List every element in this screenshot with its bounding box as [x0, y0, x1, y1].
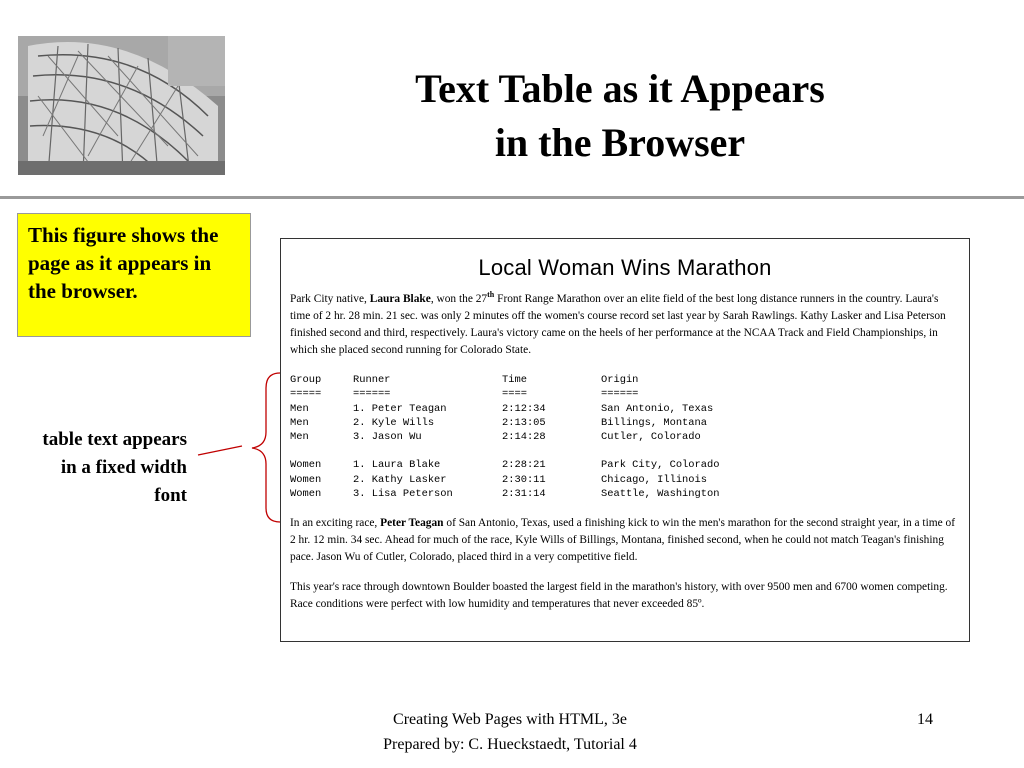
cell-time: 2:13:05 [502, 416, 546, 429]
cell-runner: 3. Lisa Peterson [353, 488, 453, 501]
logo-image [18, 36, 225, 175]
table-row [290, 430, 969, 444]
cell-runner: 2. Kathy Lasker [353, 473, 447, 486]
spacer [281, 501, 969, 515]
cell-origin: Seattle, Washington [601, 488, 720, 501]
table-blank-row [290, 444, 969, 458]
table-row [290, 473, 969, 487]
para1-text-d: Front Range Marathon over an elite field of the best long distance runners in the country. Laura's time of 2 hr. 28 min. 21 sec. was only 2 minutes off the women's course record set last year by Sarah Rawlings. Kathy Lasker and Lisa Peterson finished second and third, respectively. Laura's victory came on the heels of her performance at the NCAA Track and Field Championships, in which she placed second running for Colorado State. [290, 293, 946, 356]
callout-box [17, 213, 251, 337]
article-paragraph-3: This year's race through downtown Boulder boasted the largest field in the marathon's history, with over 9500 men and 6700 women competing. Race conditions were perfect with low humidity and temperatures that never exceeded 85º. [290, 581, 948, 611]
para1-sup: th [487, 290, 495, 300]
cell-time: 2:30:11 [502, 473, 546, 486]
table-row [290, 458, 969, 472]
underline-origin: ====== [601, 388, 639, 401]
table-underline-row [290, 387, 969, 401]
title-divider [0, 196, 1024, 199]
underline-group: ===== [290, 388, 322, 401]
cell-group: Women [290, 488, 322, 501]
cell-group: Women [290, 459, 322, 472]
cell-origin: Cutler, Colorado [601, 431, 701, 444]
para1-name: Laura Blake [369, 293, 431, 305]
para1-text-c: , won the 27 [430, 293, 488, 305]
underline-time: ==== [502, 388, 527, 401]
footer-line-2: Prepared by: C. Hueckstaedt, Tutorial 4 [383, 736, 637, 753]
spacer [281, 359, 969, 373]
title-line-1: Text Table as it Appears [415, 66, 825, 111]
cell-time: 2:28:21 [502, 459, 546, 472]
footer-line-1: Creating Web Pages with HTML, 3e [393, 711, 627, 728]
para2-name: Peter Teagan [380, 517, 444, 530]
cell-runner: 1. Laura Blake [353, 459, 441, 472]
page-number: 14 [917, 711, 933, 728]
cell-runner: 2. Kyle Wills [353, 416, 435, 429]
article-paragraph-1 [290, 291, 961, 359]
header-time: Time [502, 374, 527, 386]
header-group: Group [290, 374, 322, 386]
header-runner: Runner [353, 374, 391, 386]
side-note: table text appears in a fixed width font [42, 429, 187, 506]
header-origin: Origin [601, 374, 639, 386]
cell-group: Women [290, 473, 322, 486]
underline-runner: ====== [353, 388, 391, 401]
title-line-2: in the Browser [494, 120, 746, 165]
cell-origin: Chicago, Illinois [601, 473, 708, 486]
cell-group: Men [290, 431, 309, 444]
para2-text-a: In an exciting race, [290, 517, 381, 530]
cell-runner: 3. Jason Wu [353, 431, 422, 444]
cell-runner: 1. Peter Teagan [353, 402, 447, 415]
slide-footer [320, 707, 700, 757]
cell-time: 2:12:34 [502, 402, 546, 415]
article-heading: Local Woman Wins Marathon [478, 255, 772, 280]
slide-title [300, 62, 940, 170]
table-row [290, 487, 969, 501]
spacer [281, 566, 969, 579]
table-row [290, 416, 969, 430]
cell-group: Men [290, 416, 309, 429]
para1-text-a: Park City native, [290, 293, 370, 305]
cell-origin: Billings, Montana [601, 416, 708, 429]
callout-text: This figure shows the page as it appears in the browser. [28, 223, 219, 303]
results-text-table [290, 373, 969, 501]
para2-text-c: of San Antonio, Texas, used a finishing kick to win the men's marathon for the second straight year, in a time of 2 hr. 12 min. 34 sec. Ahead for much of the race, Kyle Wills of Billings, Montana, finished second, when he could not match Teagan's finishing pace. Jason Wu of Cutler, Colorado, placed third in a very competitive field. [290, 517, 956, 564]
article-paragraph-2 [290, 515, 961, 566]
cell-origin: Park City, Colorado [601, 459, 720, 472]
cell-time: 2:31:14 [502, 488, 546, 501]
table-header-row [290, 373, 969, 387]
browser-window [280, 238, 970, 642]
bracket-pointer [190, 370, 290, 530]
cell-group: Men [290, 402, 309, 415]
cell-time: 2:14:28 [502, 431, 546, 444]
cell-origin: San Antonio, Texas [601, 402, 714, 415]
table-row [290, 402, 969, 416]
